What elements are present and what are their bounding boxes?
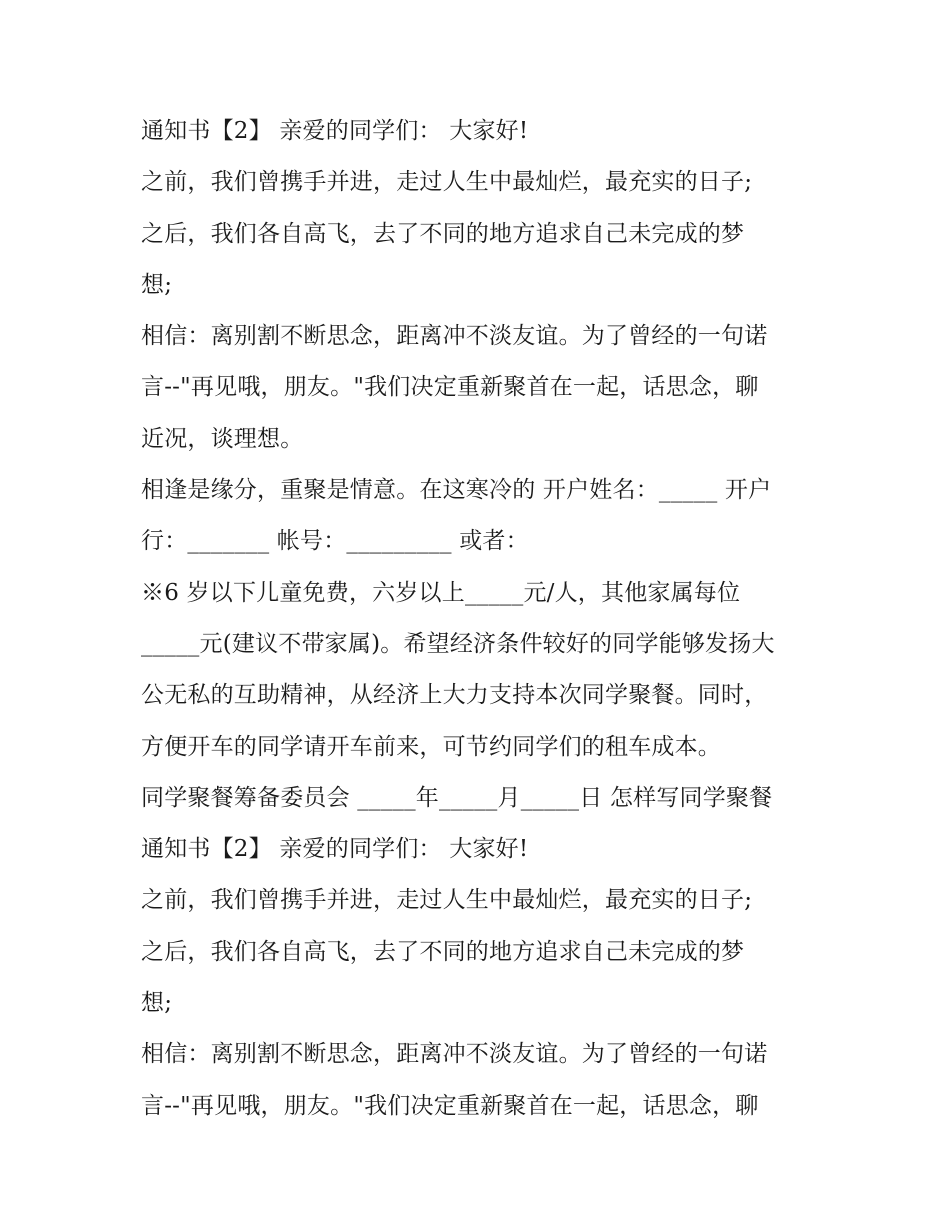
text-line: 公无私的互助精神，从经济上大力支持本次同学聚餐。同时， — [141, 682, 768, 709]
text-line: 想; — [141, 271, 173, 298]
text-line: 相逢是缘分，重聚是情意。在这寒冷的 开户姓名：_____ 开户 — [141, 477, 772, 504]
text-line: 之前，我们曾携手并进，走过人生中最灿烂，最充实的日子; — [141, 887, 753, 914]
text-line: 通知书【2】 亲爱的同学们： 大家好! — [141, 836, 529, 863]
text-line: ※6 岁以下儿童免费，六岁以上_____元/人，其他家属每位 — [141, 579, 741, 606]
text-line: 相信：离别割不断思念，距离冲不淡友谊。为了曾经的一句诺 — [141, 1041, 768, 1068]
text-line: 之前，我们曾携手并进，走过人生中最灿烂，最充实的日子; — [141, 169, 753, 196]
text-line: 方便开车的同学请开车前来，可节约同学们的租车成本。 — [141, 733, 721, 760]
document-body — [141, 106, 831, 1132]
text-line: 想; — [141, 990, 173, 1017]
text-line: 同学聚餐筹备委员会 _____年_____月_____日 怎样写同学聚餐 — [141, 784, 773, 811]
text-line: _____元(建议不带家属)。希望经济条件较好的同学能够发扬大 — [141, 630, 775, 657]
text-line: 言--"再见哦，朋友。"我们决定重新聚首在一起，话思念，聊 — [141, 1092, 759, 1119]
text-line: 言--"再见哦，朋友。"我们决定重新聚首在一起，话思念，聊 — [141, 374, 759, 401]
text-line: 近况，谈理想。 — [141, 425, 304, 452]
text-line: 通知书【2】 亲爱的同学们： 大家好! — [141, 118, 529, 144]
text-line: 之后，我们各自高飞，去了不同的地方追求自己未完成的梦 — [141, 220, 745, 247]
text-line: 行：_______ 帐号：_________ 或者： — [141, 528, 529, 555]
text-line: 相信：离别割不断思念，距离冲不淡友谊。为了曾经的一句诺 — [141, 323, 768, 350]
text-line: 之后，我们各自高飞，去了不同的地方追求自己未完成的梦 — [141, 938, 745, 965]
